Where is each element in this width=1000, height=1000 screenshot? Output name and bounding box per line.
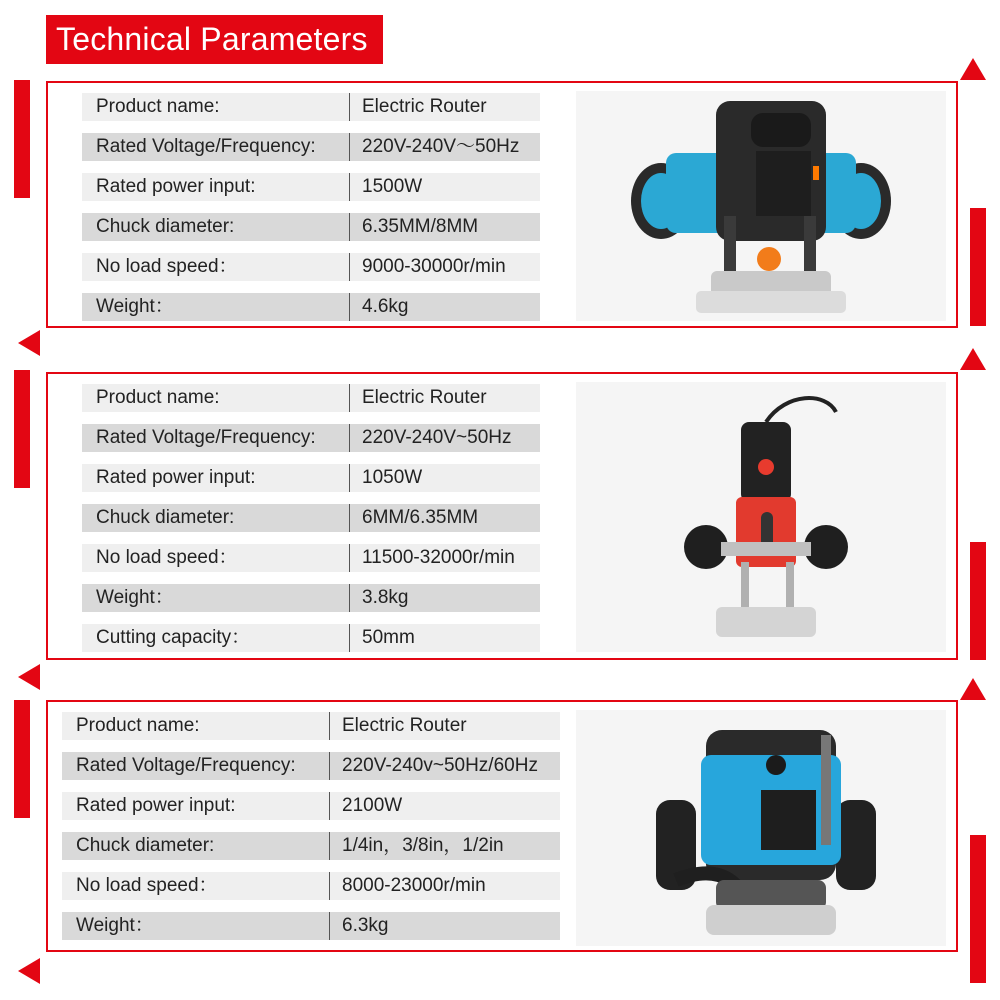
- spec-label: Rated power input:: [82, 173, 350, 201]
- decor-bar: [14, 80, 30, 198]
- spec-value: 220V-240V～50Hz: [350, 133, 540, 161]
- spec-value: 220V-240v~50Hz/60Hz: [330, 752, 560, 780]
- spec-label: Rated power input:: [82, 464, 350, 492]
- spec-label: Weight：: [82, 584, 350, 612]
- spec-label: No load speed：: [82, 253, 350, 281]
- large-blue-router-image: [576, 710, 946, 946]
- spec-value: Electric Router: [350, 384, 540, 412]
- spec-label: Product name:: [82, 93, 350, 121]
- spec-label: Product name:: [62, 712, 330, 740]
- spec-label: Weight：: [62, 912, 330, 940]
- spec-label: Weight：: [82, 293, 350, 321]
- spec-value: 50mm: [350, 624, 540, 652]
- spec-label: No load speed：: [82, 544, 350, 572]
- product-panel-3: [46, 700, 958, 952]
- spec-label: Chuck diameter:: [82, 504, 350, 532]
- spec-value: 11500-32000r/min: [350, 544, 540, 572]
- spec-value: 6.35MM/8MM: [350, 213, 540, 241]
- decor-bar: [970, 208, 986, 326]
- arrow-left-icon: [18, 330, 40, 356]
- arrow-up-icon: [960, 678, 986, 700]
- spec-value: 220V-240V~50Hz: [350, 424, 540, 452]
- spec-value: 3.8kg: [350, 584, 540, 612]
- decor-bar: [14, 370, 30, 488]
- spec-label: Chuck diameter:: [62, 832, 330, 860]
- decor-bar: [14, 700, 30, 818]
- spec-label: No load speed：: [62, 872, 330, 900]
- product-panel-2: [46, 372, 958, 660]
- spec-label: Chuck diameter:: [82, 213, 350, 241]
- arrow-left-icon: [18, 958, 40, 984]
- spec-label: Cutting capacity：: [82, 624, 350, 652]
- arrow-up-icon: [960, 58, 986, 80]
- spec-value: Electric Router: [330, 712, 560, 740]
- spec-value: 2100W: [330, 792, 560, 820]
- spec-label: Rated Voltage/Frequency:: [82, 424, 350, 452]
- spec-value: 8000-23000r/min: [330, 872, 560, 900]
- spec-label: Product name:: [82, 384, 350, 412]
- spec-label: Rated Voltage/Frequency:: [62, 752, 330, 780]
- blue-router-image: [576, 91, 946, 321]
- decor-bar: [970, 542, 986, 660]
- spec-value: 6.3kg: [330, 912, 560, 940]
- spec-value: 4.6kg: [350, 293, 540, 321]
- red-router-image: [576, 382, 946, 652]
- arrow-left-icon: [18, 664, 40, 690]
- decor-bar: [970, 835, 986, 983]
- product-panel-1: [46, 81, 958, 328]
- spec-value: 1500W: [350, 173, 540, 201]
- page-title: Technical Parameters: [46, 15, 383, 64]
- spec-value: 9000-30000r/min: [350, 253, 540, 281]
- spec-value: 1/4in，3/8in，1/2in: [330, 832, 560, 860]
- arrow-up-icon: [960, 348, 986, 370]
- spec-value: 1050W: [350, 464, 540, 492]
- spec-value: Electric Router: [350, 93, 540, 121]
- spec-value: 6MM/6.35MM: [350, 504, 540, 532]
- spec-label: Rated power input:: [62, 792, 330, 820]
- spec-label: Rated Voltage/Frequency:: [82, 133, 350, 161]
